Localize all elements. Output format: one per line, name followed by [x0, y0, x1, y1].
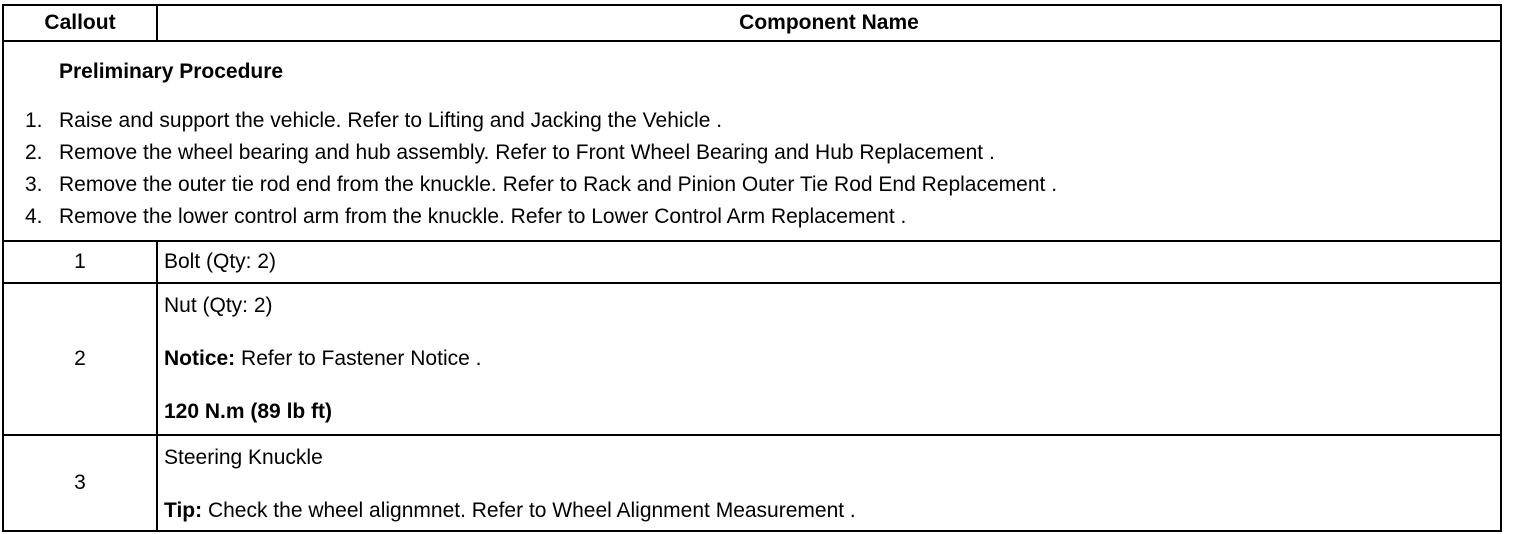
step-item [4, 105, 1500, 137]
component-name: Steering Knuckle [164, 446, 323, 469]
component-description [157, 435, 1501, 531]
component-name: Nut (Qty: 2) [164, 294, 273, 317]
step-text: Remove the wheel bearing and hub assembly. Refer to Front Wheel Bearing and Hub Replacement . [59, 141, 995, 164]
step-item [4, 201, 1500, 233]
table-row [3, 241, 1501, 283]
torque-spec [164, 398, 1500, 426]
table-row [3, 283, 1501, 435]
component-name: Bolt (Qty: 2) [164, 250, 277, 273]
table-row [3, 435, 1501, 531]
torque-value: 120 N.m (89 lb ft) [164, 400, 333, 423]
component-description [157, 283, 1501, 435]
callout-number: 3 [3, 435, 157, 531]
step-number: 4. [25, 205, 43, 228]
step-text: Raise and support the vehicle. Refer to Lifting and Jacking the Vehicle . [59, 109, 723, 132]
header-component-name: Component Name [157, 5, 1501, 41]
callout-number: 1 [3, 241, 157, 283]
step-text: Remove the outer tie rod end from the knuckle. Refer to Rack and Pinion Outer Tie Rod End Replacement . [59, 173, 1058, 196]
step-item [4, 169, 1500, 201]
header-row [3, 5, 1501, 41]
preliminary-procedure [3, 41, 1501, 241]
step-number: 3. [25, 173, 43, 196]
notice-text: Refer to Fastener Notice . [235, 347, 482, 370]
tip-text: Check the wheel alignmnet. Refer to Wheel Alignment Measurement . [202, 499, 856, 522]
notice-line [164, 345, 1500, 373]
notice-label: Notice: [164, 347, 236, 370]
component-table [2, 4, 1502, 532]
preliminary-title: Preliminary Procedure [59, 60, 284, 83]
step-text: Remove the lower control arm from the knuckle. Refer to Lower Control Arm Replacement . [59, 205, 907, 228]
step-number: 2. [25, 141, 43, 164]
step-item [4, 137, 1500, 169]
component-description [157, 241, 1501, 283]
header-callout: Callout [3, 5, 157, 41]
tip-line [164, 497, 1500, 525]
step-number: 1. [25, 109, 43, 132]
callout-number: 2 [3, 283, 157, 435]
preliminary-steps [4, 105, 1500, 233]
preliminary-row [3, 41, 1501, 241]
tip-label: Tip: [164, 499, 203, 522]
